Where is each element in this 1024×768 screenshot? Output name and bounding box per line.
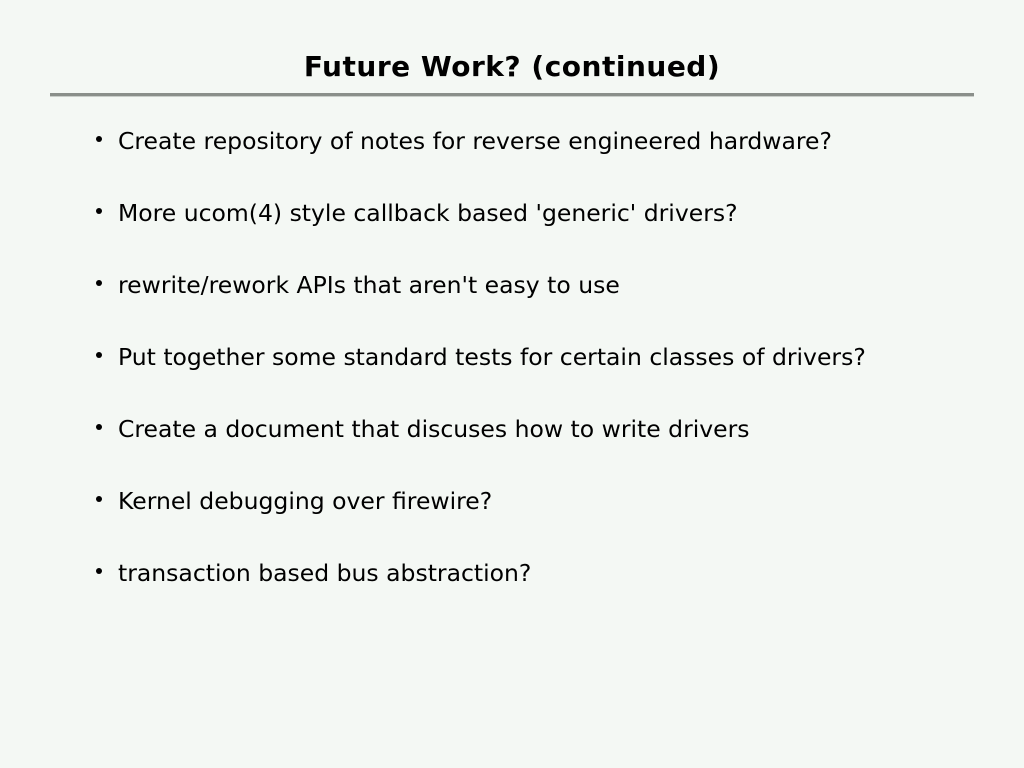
list-item-label: Put together some standard tests for certain classes of drivers? [118,342,866,371]
title-divider [50,93,974,97]
list-item-label: transaction based bus abstraction? [118,558,532,587]
bullet-dot-icon [96,352,102,358]
list-item-label: Create a document that discuses how to write drivers [118,414,750,443]
list-item [92,535,992,607]
bullet-dot-icon [96,496,102,502]
list-item-label: Create repository of notes for reverse engineered hardware? [118,126,832,155]
list-item-label: Kernel debugging over firewire? [118,486,493,515]
bullet-list [92,103,992,607]
bullet-dot-icon [96,424,102,430]
list-item [92,175,992,247]
list-item [92,247,992,319]
list-item [92,391,992,463]
bullet-dot-icon [96,208,102,214]
bullet-dot-icon [96,136,102,142]
list-item-label: rewrite/rework APIs that aren't easy to use [118,270,620,299]
list-item-label: More ucom(4) style callback based 'generic' drivers? [118,198,738,227]
list-item [92,103,992,175]
bullet-dot-icon [96,280,102,286]
list-item [92,463,992,535]
list-item [92,319,992,391]
bullet-dot-icon [96,568,102,574]
page-title: Future Work? (continued) [303,50,721,83]
